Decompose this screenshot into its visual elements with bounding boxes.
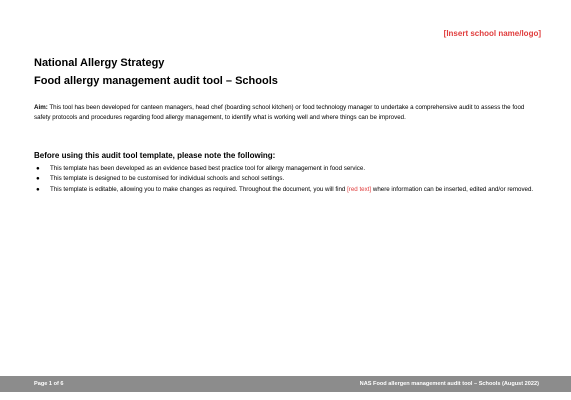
list-item: [34, 185, 539, 195]
bullet-icon: ●: [36, 175, 40, 183]
aim-text: This tool has been developed for canteen managers, head chef (boarding school kitchen) or food technology manager to undertake a comprehensive audit to assess the food safety protocols and procedures regarding food allergy management, to identify what is working well and where things can be improved.: [34, 104, 525, 122]
notes-list: [34, 164, 539, 195]
organisation-title: National Allergy Strategy: [34, 57, 165, 69]
bullet-icon: ●: [36, 185, 40, 193]
page-number: Page 1 of 6: [34, 381, 64, 387]
list-item-text-after: where information can be inserted, edited and/or removed.: [371, 185, 534, 193]
page-footer: [0, 376, 571, 392]
aim-paragraph: [34, 103, 539, 124]
red-text-marker: [red text]: [347, 185, 372, 193]
footer-document-title: NAS Food allergen management audit tool – Schools (August 2022): [359, 381, 539, 387]
list-item-text: This template is designed to be customised for individual schools and school settings.: [50, 175, 285, 183]
list-item: [34, 164, 539, 174]
document-title: Food allergy management audit tool – Schools: [34, 75, 278, 87]
school-logo-placeholder: [Insert school name/logo]: [443, 29, 541, 38]
list-item: [34, 174, 539, 184]
list-item-text: This template has been developed as an evidence based best practice tool for allergy management in food service.: [50, 165, 366, 172]
list-item-text-before: This template is editable, allowing you to make changes as required. Throughout the document, you will find: [50, 185, 348, 193]
bullet-icon: ●: [36, 165, 40, 172]
aim-label: Aim:: [34, 104, 48, 111]
notes-heading: Before using this audit tool template, please note the following:: [34, 151, 276, 160]
